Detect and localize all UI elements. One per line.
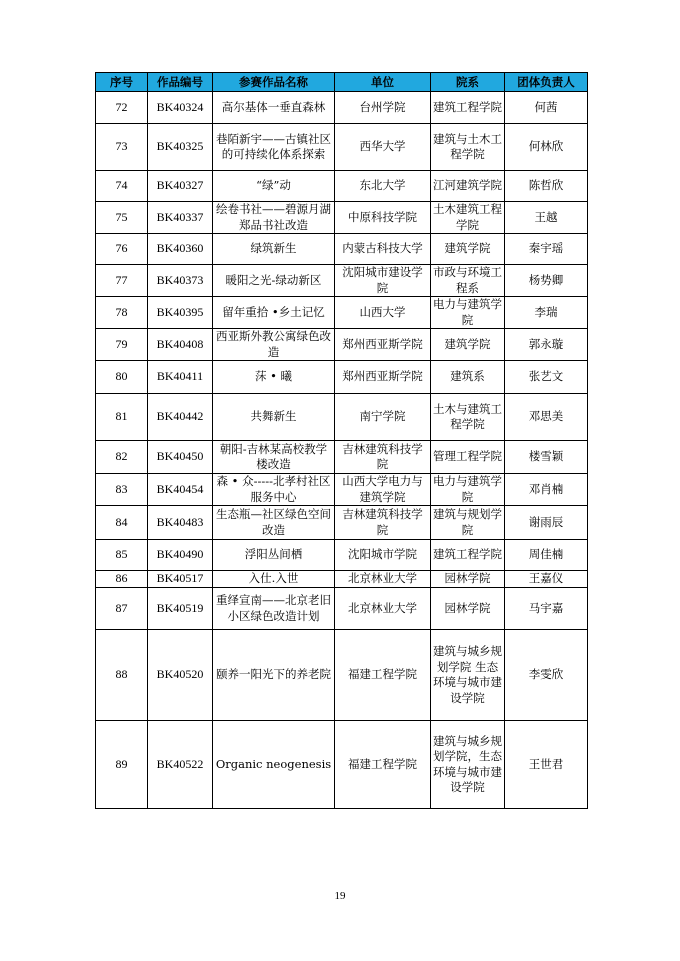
row-leader: 郭永璇 <box>505 329 588 361</box>
row-unit: 山西大学 <box>335 297 431 329</box>
table-row <box>96 540 588 571</box>
row-leader: 秦宇瑶 <box>505 234 588 265</box>
row-unit: 北京林业大学 <box>335 588 431 630</box>
row-index: 73 <box>96 124 148 171</box>
row-index: 80 <box>96 361 148 394</box>
header-department: 院系 <box>431 73 505 92</box>
row-code: BK40442 <box>148 394 213 441</box>
row-code: BK40483 <box>148 506 213 540</box>
table-row <box>96 361 588 394</box>
row-index: 82 <box>96 441 148 474</box>
row-department: 建筑学院 <box>431 234 505 265</box>
row-entry-name: 朝阳-吉林某高校教学楼改造 <box>213 441 335 474</box>
row-unit: 西华大学 <box>335 124 431 171</box>
row-department: 建筑工程学院 <box>431 540 505 571</box>
row-unit: 中原科技学院 <box>335 202 431 234</box>
row-index: 84 <box>96 506 148 540</box>
row-entry-name: 西亚斯外教公寓绿色改造 <box>213 329 335 361</box>
row-entry-name: 留年重拾 •乡土记忆 <box>213 297 335 329</box>
table-row <box>96 124 588 171</box>
table-row <box>96 202 588 234</box>
table-row <box>96 92 588 124</box>
row-department: 建筑与规划学院 <box>431 506 505 540</box>
row-department: 市政与环境工程系 <box>431 265 505 297</box>
table-header-row <box>96 73 588 92</box>
row-code: BK40517 <box>148 571 213 588</box>
row-leader: 何茜 <box>505 92 588 124</box>
row-entry-name: 生态瓶—社区绿色空间改造 <box>213 506 335 540</box>
page-number: 19 <box>334 890 346 902</box>
table-row <box>96 441 588 474</box>
row-department: 建筑与城乡规划学院 生态环境与城市建设学院 <box>431 630 505 721</box>
row-leader: 王越 <box>505 202 588 234</box>
row-unit: 福建工程学院 <box>335 721 431 809</box>
row-code: BK40327 <box>148 171 213 202</box>
row-unit: 沈阳城市学院 <box>335 540 431 571</box>
row-index: 75 <box>96 202 148 234</box>
table-row <box>96 571 588 588</box>
row-leader: 张艺文 <box>505 361 588 394</box>
row-index: 81 <box>96 394 148 441</box>
row-code: BK40408 <box>148 329 213 361</box>
row-department: 建筑学院 <box>431 329 505 361</box>
table-row <box>96 588 588 630</box>
row-entry-name: 莯 • 曦 <box>213 361 335 394</box>
row-entry-name: 浮阳丛间栖 <box>213 540 335 571</box>
row-code: BK40522 <box>148 721 213 809</box>
row-leader: 陈哲欣 <box>505 171 588 202</box>
row-index: 86 <box>96 571 148 588</box>
row-leader: 邓思美 <box>505 394 588 441</box>
row-department: 园林学院 <box>431 571 505 588</box>
row-leader: 李瑞 <box>505 297 588 329</box>
row-code: BK40360 <box>148 234 213 265</box>
row-department: 建筑工程学院 <box>431 92 505 124</box>
row-leader: 杨势卿 <box>505 265 588 297</box>
row-unit: 郑州西亚斯学院 <box>335 329 431 361</box>
row-index: 89 <box>96 721 148 809</box>
table-row <box>96 506 588 540</box>
row-index: 85 <box>96 540 148 571</box>
row-entry-name: 绿筑新生 <box>213 234 335 265</box>
row-entry-name: 共舞新生 <box>213 394 335 441</box>
row-unit: 山西大学电力与建筑学院 <box>335 474 431 506</box>
row-index: 83 <box>96 474 148 506</box>
table-row <box>96 630 588 721</box>
row-leader: 谢雨辰 <box>505 506 588 540</box>
row-entry-name: Organic neogenesis <box>213 721 335 809</box>
row-leader: 马宇嘉 <box>505 588 588 630</box>
table-row <box>96 394 588 441</box>
header-unit: 单位 <box>335 73 431 92</box>
row-unit: 沈阳城市建设学院 <box>335 265 431 297</box>
row-code: BK40411 <box>148 361 213 394</box>
row-department: 土木与建筑工程学院 <box>431 394 505 441</box>
row-entry-name: 绘卷书社——碧源月湖郑品书社改造 <box>213 202 335 234</box>
row-department: 园林学院 <box>431 588 505 630</box>
row-department: 江河建筑学院 <box>431 171 505 202</box>
row-entry-name: 森 • 众-----北孝村社区服务中心 <box>213 474 335 506</box>
row-index: 78 <box>96 297 148 329</box>
row-department: 电力与建筑学院 <box>431 474 505 506</box>
row-entry-name: “绿”动 <box>213 171 335 202</box>
row-entry-name: 巷陌新宇——古镇社区的可持续化体系探索 <box>213 124 335 171</box>
table-row <box>96 234 588 265</box>
row-code: BK40520 <box>148 630 213 721</box>
row-leader: 周佳楠 <box>505 540 588 571</box>
row-leader: 李雯欣 <box>505 630 588 721</box>
row-code: BK40324 <box>148 92 213 124</box>
row-index: 87 <box>96 588 148 630</box>
table-row <box>96 171 588 202</box>
table-row <box>96 329 588 361</box>
table-row <box>96 297 588 329</box>
row-entry-name: 颐养一阳光下的养老院 <box>213 630 335 721</box>
row-code: BK40325 <box>148 124 213 171</box>
row-unit: 台州学院 <box>335 92 431 124</box>
row-leader: 王嘉仪 <box>505 571 588 588</box>
row-index: 74 <box>96 171 148 202</box>
row-index: 77 <box>96 265 148 297</box>
row-index: 72 <box>96 92 148 124</box>
row-department: 建筑与城乡规划学院，生态环境与城市建设学院 <box>431 721 505 809</box>
row-unit: 郑州西亚斯学院 <box>335 361 431 394</box>
row-unit: 南宁学院 <box>335 394 431 441</box>
row-code: BK40454 <box>148 474 213 506</box>
row-department: 建筑与土木工程学院 <box>431 124 505 171</box>
row-unit: 内蒙古科技大学 <box>335 234 431 265</box>
row-index: 88 <box>96 630 148 721</box>
row-department: 管理工程学院 <box>431 441 505 474</box>
row-code: BK40337 <box>148 202 213 234</box>
table-row <box>96 721 588 809</box>
row-unit: 吉林建筑科技学院 <box>335 441 431 474</box>
row-index: 76 <box>96 234 148 265</box>
row-code: BK40395 <box>148 297 213 329</box>
row-code: BK40519 <box>148 588 213 630</box>
row-department: 电力与建筑学院 <box>431 297 505 329</box>
row-code: BK40373 <box>148 265 213 297</box>
results-table <box>95 72 588 809</box>
row-entry-name: 高尔基体一垂直森林 <box>213 92 335 124</box>
row-leader: 邓肖楠 <box>505 474 588 506</box>
row-unit: 福建工程学院 <box>335 630 431 721</box>
row-entry-name: 暖阳之光-绿动新区 <box>213 265 335 297</box>
row-leader: 何林欣 <box>505 124 588 171</box>
row-leader: 王世君 <box>505 721 588 809</box>
row-entry-name: 入仕.入世 <box>213 571 335 588</box>
header-index: 序号 <box>96 73 148 92</box>
row-unit: 北京林业大学 <box>335 571 431 588</box>
row-code: BK40490 <box>148 540 213 571</box>
row-entry-name: 重绎宣南——北京老旧小区绿色改造计划 <box>213 588 335 630</box>
row-unit: 东北大学 <box>335 171 431 202</box>
header-entry-code: 作品编号 <box>148 73 213 92</box>
row-department: 建筑系 <box>431 361 505 394</box>
table-row <box>96 474 588 506</box>
row-unit: 吉林建筑科技学院 <box>335 506 431 540</box>
row-department: 土木建筑工程学院 <box>431 202 505 234</box>
row-leader: 楼雪颖 <box>505 441 588 474</box>
row-code: BK40450 <box>148 441 213 474</box>
row-index: 79 <box>96 329 148 361</box>
header-team-leader: 团体负责人 <box>505 73 588 92</box>
table-row <box>96 265 588 297</box>
header-entry-name: 参赛作品名称 <box>213 73 335 92</box>
